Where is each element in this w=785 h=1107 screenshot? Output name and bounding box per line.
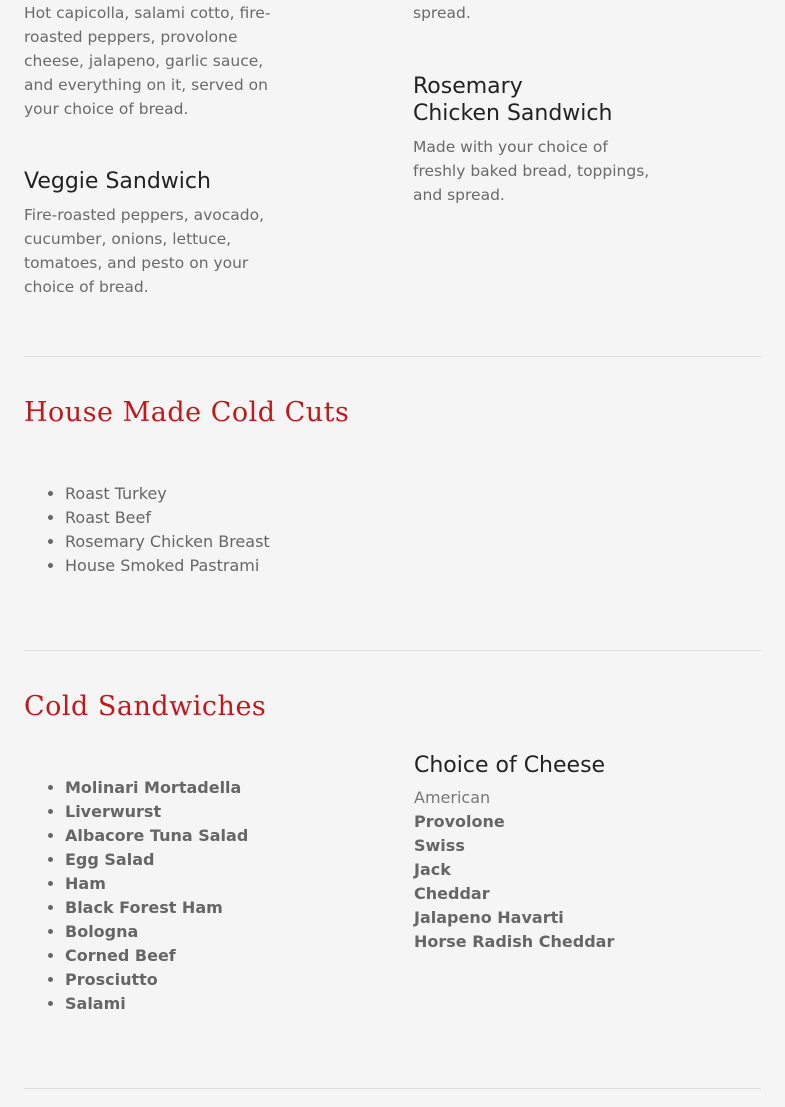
sandwich-description-top-right: spread. <box>413 4 471 22</box>
cheese-option: Swiss <box>414 836 465 855</box>
cold-sandwich-item: • Prosciutto <box>65 968 425 992</box>
cheese-option: Jack <box>414 860 451 879</box>
section-divider <box>24 650 761 651</box>
section-title-cold-cuts: House Made Cold Cuts <box>24 397 350 428</box>
cold-sandwich-item: • Bologna <box>65 920 425 944</box>
cold-sandwich-item: • Corned Beef <box>65 944 425 968</box>
cold-sandwich-item: • Egg Salad <box>65 848 425 872</box>
cold-sandwich-item: • Molinari Mortadella <box>65 776 425 800</box>
cold-sandwich-item: • Black Forest Ham <box>65 896 425 920</box>
cheese-option: Jalapeno Havarti <box>414 908 564 927</box>
menu-item-title: Rosemary Chicken Sandwich <box>413 74 613 126</box>
cold-cut-item: • Rosemary Chicken Breast <box>65 530 465 554</box>
section-divider <box>24 1088 761 1089</box>
cold-cut-item: • Roast Beef <box>65 506 465 530</box>
menu-item-description: Made with your choice of freshly baked bread, toppings, and spread. <box>413 138 650 204</box>
section-title-cold-sandwiches: Cold Sandwiches <box>24 691 267 722</box>
cheese-choice-block <box>414 752 744 954</box>
cold-sandwich-item: • Albacore Tuna Salad <box>65 824 425 848</box>
cheese-options-list <box>414 786 744 954</box>
sandwich-description-top-left: Hot capicolla, salami cotto, fire-roasted peppers, provolone cheese, jalapeno, garlic sauce, and everything on it, served on your choice of bread. <box>24 4 271 118</box>
cold-sandwich-item: • Salami <box>65 992 425 1016</box>
menu-item-rosemary-chicken-sandwich <box>413 73 658 207</box>
cheese-option: Cheddar <box>414 884 490 903</box>
menu-item-title: Veggie Sandwich <box>24 169 211 194</box>
cheese-choice-title: Choice of Cheese <box>414 753 606 778</box>
cold-sandwich-item: • Ham <box>65 872 425 896</box>
menu-item-description: Fire-roasted peppers, avocado, cucumber, onions, lettuce, tomatoes, and pesto on your choice of bread. <box>24 206 265 296</box>
cheese-option: Provolone <box>414 812 505 831</box>
section-divider <box>24 356 761 357</box>
cold-cuts-list <box>24 482 465 578</box>
menu-item-veggie-sandwich <box>24 168 279 299</box>
cheese-option: American <box>414 788 491 807</box>
cold-sandwich-item: • Liverwurst <box>65 800 425 824</box>
cheese-option: Horse Radish Cheddar <box>414 932 615 951</box>
cold-cut-item: • Roast Turkey <box>65 482 465 506</box>
cold-cut-item: • House Smoked Pastrami <box>65 554 465 578</box>
cold-sandwiches-list <box>24 776 425 1016</box>
